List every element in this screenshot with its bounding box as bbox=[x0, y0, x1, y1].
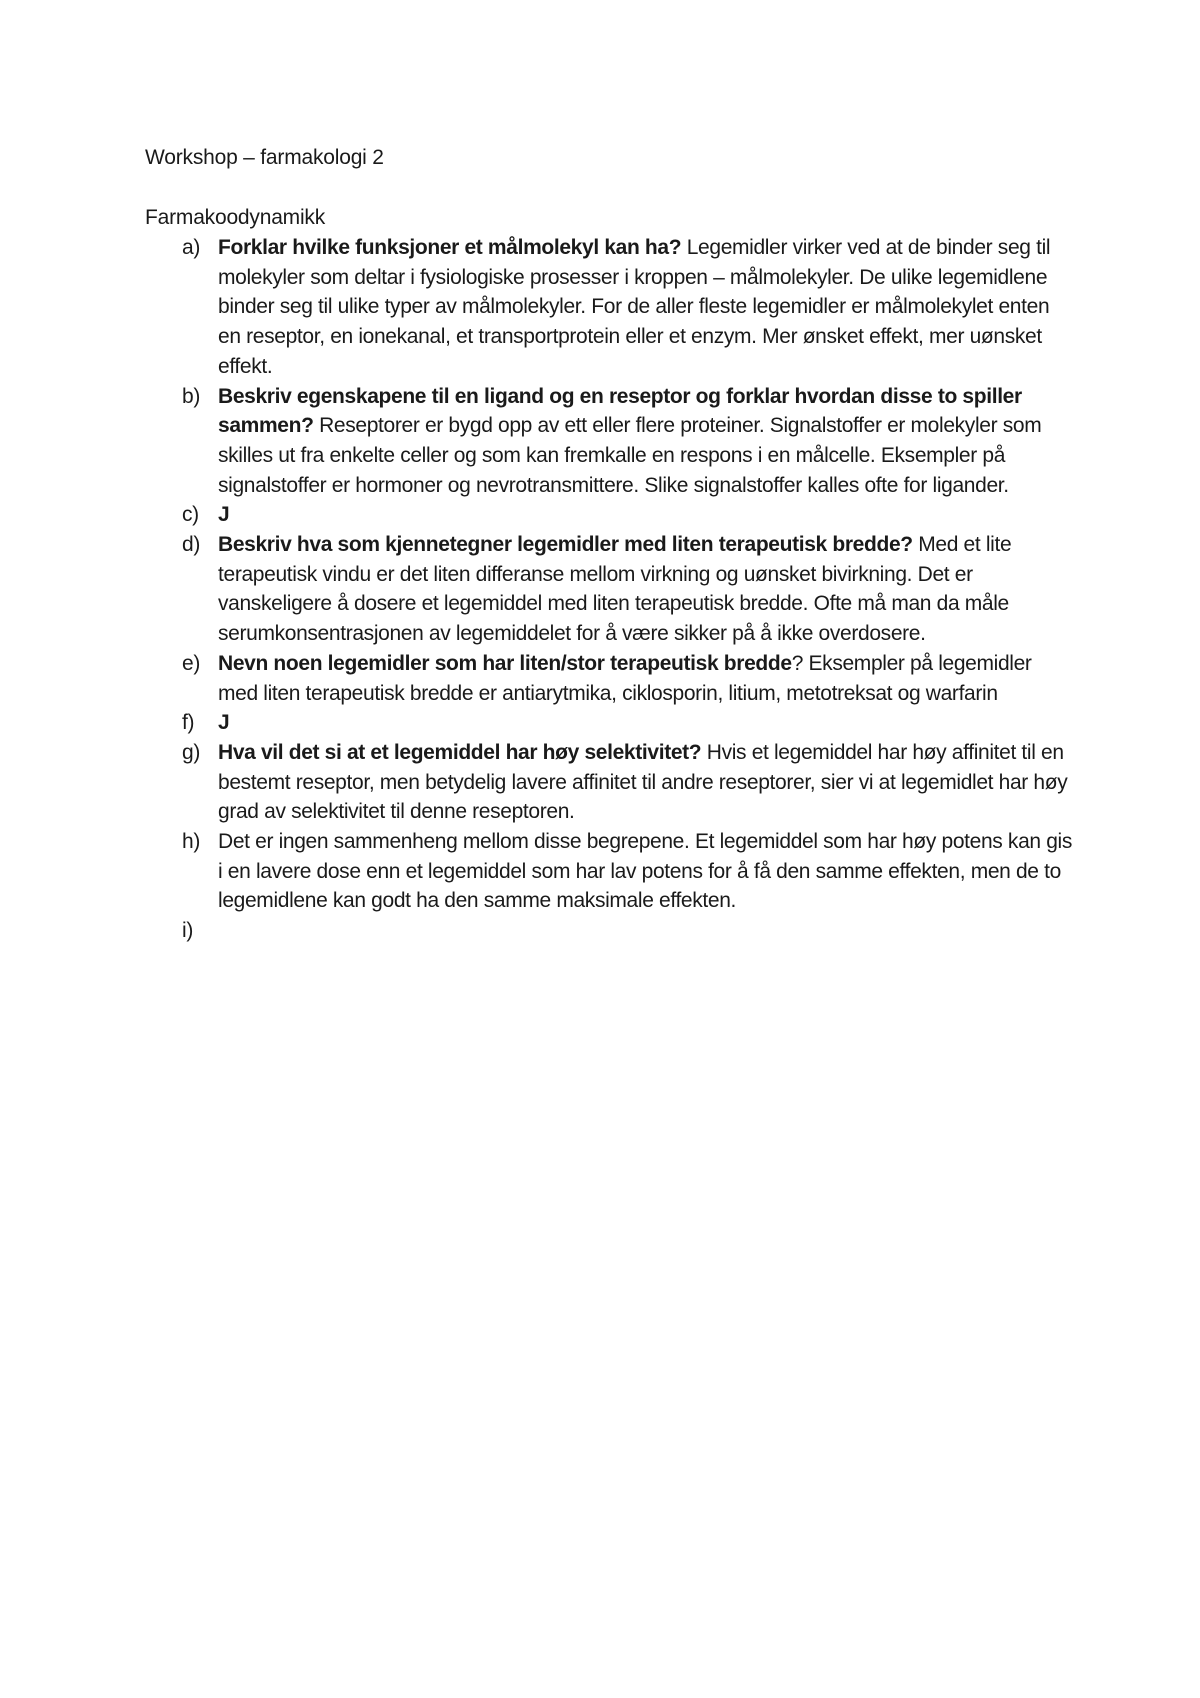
list-item bbox=[145, 500, 1075, 530]
list-item bbox=[145, 708, 1075, 738]
item-answer: Med et lite terapeutisk vindu er det liten differanse mellom virkning og uønsket bivirkning. Det er vanskeligere å dosere et legemiddel med liten terapeutisk bredde. Ofte må man da måle serumkonsentrasjonen av legemiddelet for å være sikker på å ikke overdosere. bbox=[218, 533, 1012, 646]
item-question: Beskriv egenskapene til en ligand og en reseptor og forklar hvordan disse to spiller sammen? bbox=[218, 384, 1022, 438]
item-letter: d) bbox=[182, 533, 200, 557]
item-answer: Reseptorer er bygd opp av ett eller flere proteiner. Signalstoffer er molekyler som skilles ut fra enkelte celler og som kan fremkalle en respons i en målcelle. Eksempler på signalstoffer er hormoner og nevrotransmittere. Slike signalstoffer kalles ofte for ligander. bbox=[218, 414, 1042, 497]
item-letter: a) bbox=[182, 236, 200, 259]
list-item bbox=[145, 233, 1075, 382]
item-letter: f) bbox=[182, 711, 195, 735]
list-item bbox=[145, 738, 1075, 827]
question-list bbox=[145, 233, 1075, 943]
item-question: J bbox=[218, 503, 230, 527]
document-title: Workshop – farmakologi 2 bbox=[145, 146, 384, 169]
item-answer: Det er ingen sammenheng mellom disse begrepene. Et legemiddel som har høy potens kan gis i en lavere dose enn et legemiddel som har lav potens for å få den samme effekten, men de to legemidlene kan godt ha den samme maksimale effekten. bbox=[218, 830, 1073, 913]
item-question: Hva vil det si at et legemiddel har høy selektivitet? bbox=[218, 740, 702, 764]
item-letter: e) bbox=[182, 651, 200, 675]
item-question: Nevn noen legemidler som har liten/stor terapeutisk bredde bbox=[218, 651, 792, 675]
item-answer: ? Eksempler på legemidler med liten terapeutisk bredde er antiarytmika, ciklosporin, litium, metotreksat og warfarin bbox=[218, 651, 1032, 705]
list-item bbox=[145, 382, 1075, 501]
item-question: J bbox=[218, 711, 230, 735]
item-letter: i) bbox=[182, 919, 193, 943]
section-heading: Farmakoodynamikk bbox=[145, 206, 326, 229]
list-item bbox=[145, 649, 1075, 708]
list-item bbox=[145, 530, 1075, 649]
item-letter: c) bbox=[182, 503, 199, 527]
item-answer: Hvis et legemiddel har høy affinitet til en bestemt reseptor, men betydelig lavere affinitet til andre reseptorer, sier vi at legemidlet har høy grad av selektivitet til denne reseptoren. bbox=[218, 740, 1068, 824]
item-question: Beskriv hva som kjennetegner legemidler med liten terapeutisk bredde? bbox=[218, 533, 913, 557]
item-letter: b) bbox=[182, 384, 200, 408]
item-letter: g) bbox=[182, 740, 200, 764]
list-item bbox=[145, 827, 1075, 916]
item-question: Forklar hvilke funksjoner et målmolekyl kan ha? bbox=[218, 236, 682, 259]
item-letter: h) bbox=[182, 830, 200, 854]
item-answer: Legemidler virker ved at de binder seg til molekyler som deltar i fysiologiske prosesser i kroppen – målmolekyler. De ulike legemidlene binder seg til ulike typer av målmolekyler. For de aller fleste legemidler er målmolekylet enten en reseptor, en ionekanal, et transportprotein eller et enzym. Mer ønsket effekt, mer uønsket effekt. bbox=[218, 236, 1051, 378]
